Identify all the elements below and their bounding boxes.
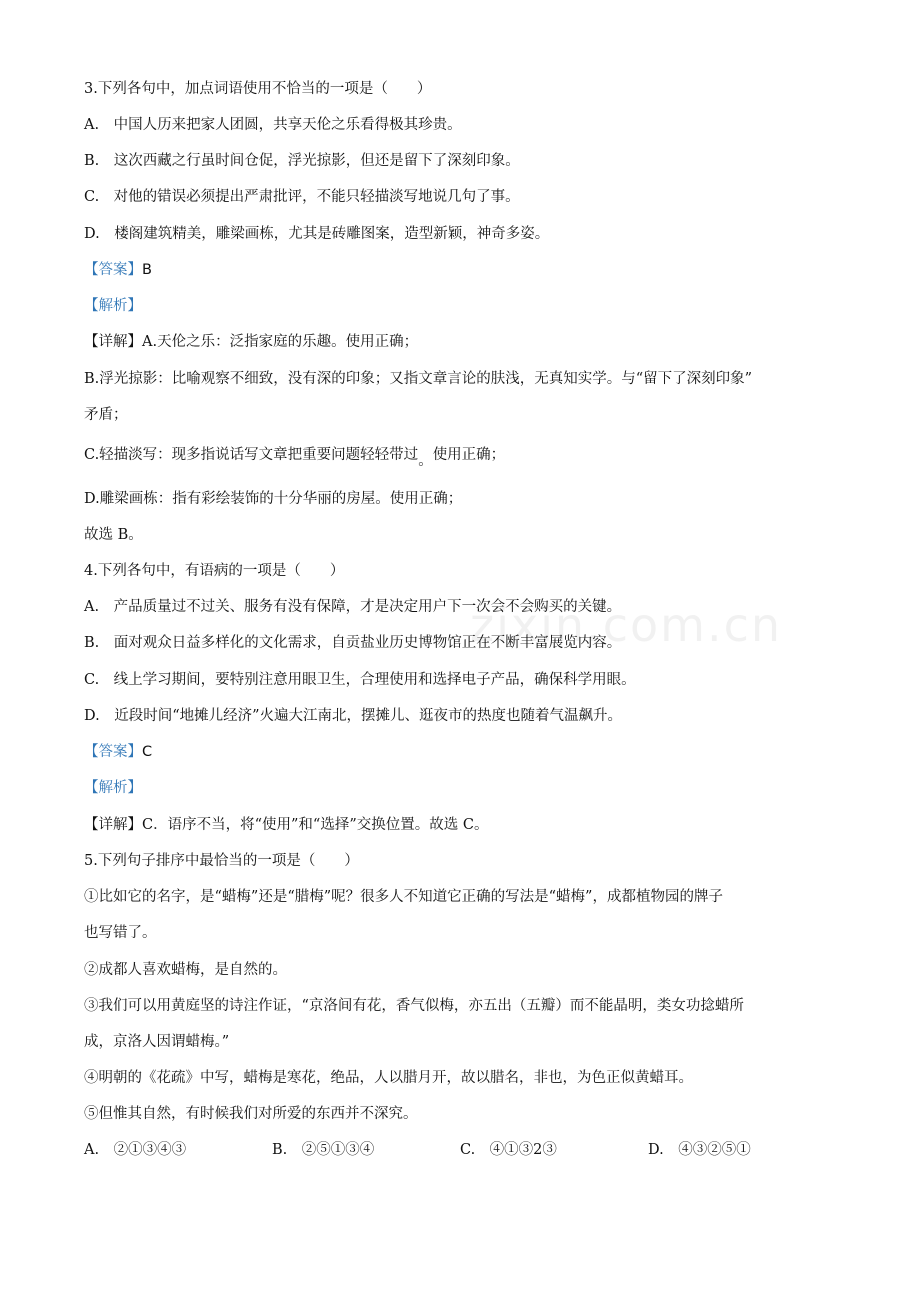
detail-c-end: 使用正确； bbox=[432, 447, 506, 463]
answer-value: B bbox=[142, 262, 152, 278]
question-3-conclusion: 故选 B。 bbox=[84, 527, 143, 543]
question-5-choice-a: A. ②①③④③ bbox=[84, 1142, 187, 1158]
detail-text: C．语序不当，将“使用”和“选择”交换位置。故选 C。 bbox=[142, 817, 489, 833]
detail-text: A.天伦之乐：泛指家庭的乐趣。使用正确； bbox=[142, 334, 419, 350]
question-5-sentence-2: ②成都人喜欢蜡梅，是自然的。 bbox=[84, 962, 287, 978]
question-3-analysis-tag: 【解析】 bbox=[84, 298, 142, 314]
question-4-option-a: A. 产品质量过不过关、服务有没有保障，才是决定用户下一次会不会购买的关键。 bbox=[84, 599, 622, 615]
question-3-detail-b-line2: 矛盾； bbox=[84, 407, 128, 423]
question-5-choice-d: D. ④③②⑤① bbox=[648, 1142, 751, 1158]
question-5-sentence-5: ⑤但惟其自然，有时候我们对所爱的东西并不深究。 bbox=[84, 1106, 418, 1122]
detail-tag: 【详解】 bbox=[84, 334, 142, 350]
question-3-option-d: D. 楼阁建筑精美，雕梁画栋，尤其是砖雕图案，造型新颖，神奇多姿。 bbox=[84, 226, 550, 242]
question-3-option-a: A. 中国人历来把家人团圆，共享天伦之乐看得极其珍贵。 bbox=[84, 117, 462, 133]
question-4-stem: 4.下列各句中，有语病的一项是（ ） bbox=[84, 563, 345, 579]
question-5-choice-b: B. ②⑤①③④ bbox=[272, 1142, 375, 1158]
question-3-detail-d: D.雕梁画栋：指有彩绘装饰的十分华丽的房屋。使用正确； bbox=[84, 491, 463, 507]
question-4-analysis-tag: 【解析】 bbox=[84, 780, 142, 796]
answer-value: C bbox=[142, 744, 153, 760]
question-5-sentence-3-line1: ③我们可以用黄庭坚的诗注作证，“京洛间有花，香气似梅，亦五出（五瓣）而不能晶明，类女功捻蜡所 bbox=[84, 998, 744, 1014]
detail-c-text: C.轻描淡写：现多指说话写文章把重要问题轻轻带过 bbox=[84, 447, 419, 463]
question-5-stem: 5.下列句子排序中最恰当的一项是（ ） bbox=[84, 853, 359, 869]
question-5-sentence-3-line2: 成，京洛人因谓蜡梅。” bbox=[84, 1034, 230, 1050]
question-4-option-d: D. 近段时间“地摊儿经济”火遍大江南北，摆摊儿、逛夜市的热度也随着气温飙升。 bbox=[84, 708, 623, 724]
question-4-option-b: B. 面对观众日益多样化的文化需求，自贡盐业历史博物馆正在不断丰富展览内容。 bbox=[84, 635, 622, 651]
question-4-option-c: C. 线上学习期间，要特别注意用眼卫生，合理使用和选择电子产品，确保科学用眼。 bbox=[84, 672, 636, 688]
question-5-sentence-1-line1: ①比如它的名字，是“蜡梅”还是“腊梅”呢？很多人不知道它正确的写法是“蜡梅”，成都植物园的牌子 bbox=[84, 889, 723, 905]
question-3-detail-c bbox=[84, 445, 880, 469]
question-3-detail-b-line1: B.浮光掠影：比喻观察不细致，没有深的印象；又指文章言论的肤浅，无真知实学。与“留下了深刻印象” bbox=[84, 371, 753, 387]
question-5-choices bbox=[84, 1140, 880, 1160]
question-3-answer bbox=[84, 260, 880, 280]
question-3-detail-a bbox=[84, 332, 880, 352]
question-5-choice-c: C. ④①③2③ bbox=[460, 1142, 557, 1158]
question-3-option-c: C. 对他的错误必须提出严肃批评，不能只轻描淡写地说几句了事。 bbox=[84, 189, 520, 205]
detail-tag: 【详解】 bbox=[84, 817, 142, 833]
question-5-sentence-1-line2: 也写错了。 bbox=[84, 925, 157, 941]
question-4-answer bbox=[84, 742, 880, 762]
question-4-detail bbox=[84, 815, 880, 835]
watermark-text: zixin.com.cn bbox=[470, 598, 783, 652]
question-3-option-b: B. 这次西藏之行虽时间仓促，浮光掠影，但还是留下了深刻印象。 bbox=[84, 153, 520, 169]
detail-c-mark: 。 bbox=[418, 453, 433, 469]
question-5-sentence-4: ④明朝的《花疏》中写，蜡梅是寒花，绝品，人以腊月开，故以腊名，非也，为色正似黄蜡耳。 bbox=[84, 1070, 693, 1086]
question-3-stem: 3.下列各句中，加点词语使用不恰当的一项是（ ） bbox=[84, 81, 432, 97]
answer-tag: 【答案】 bbox=[84, 262, 142, 278]
answer-tag: 【答案】 bbox=[84, 744, 142, 760]
